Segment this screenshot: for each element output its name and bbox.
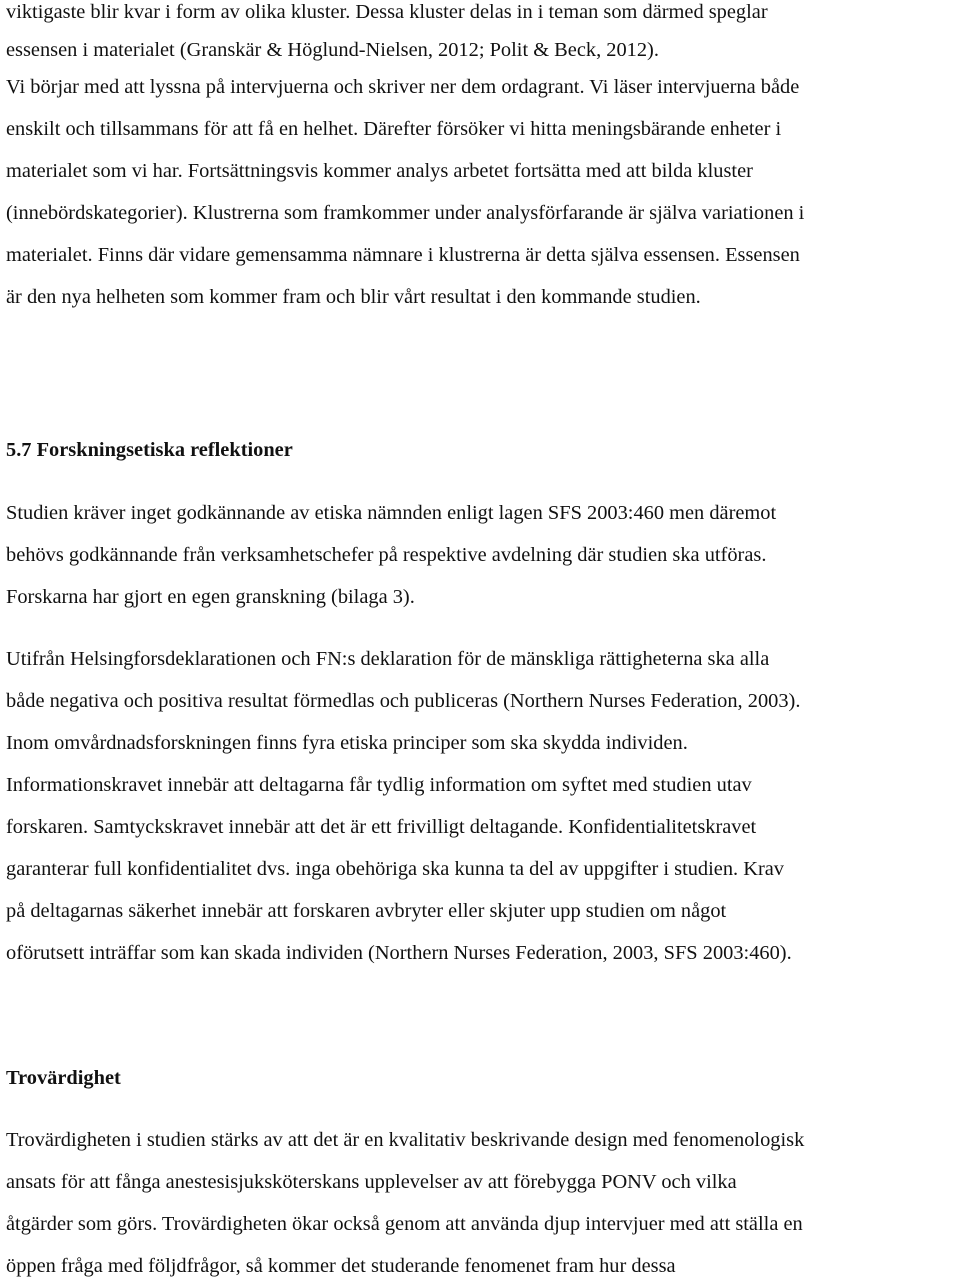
text-line: materialet som vi har. Fortsättningsvis kommer analys arbetet fortsätta med att bilda kluster (6, 160, 753, 182)
text-line: Utifrån Helsingforsdeklarationen och FN:s deklaration för de mänskliga rättigheterna ska alla (6, 648, 770, 670)
text-line: Forskarna har gjort en egen granskning (bilaga 3). (6, 586, 415, 608)
text-line: ansats för att fånga anestesisjuksköterskans upplevelser av att förebygga PONV och vilka (6, 1171, 737, 1193)
text-line: öppen fråga med följdfrågor, så kommer det studerande fenomenet fram hur dessa (6, 1255, 676, 1277)
text-line: (innebördskategorier). Klustrerna som framkommer under analysförfarande är själva variationen i (6, 202, 805, 224)
text-line: oförutsett inträffar som kan skada individen (Northern Nurses Federation, 2003, SFS 2003:460). (6, 942, 792, 964)
document-page (6, 0, 960, 1280)
text-line: är den nya helheten som kommer fram och blir vårt resultat i den kommande studien. (6, 286, 701, 308)
text-line: forskaren. Samtyckskravet innebär att det är ett frivilligt deltagande. Konfidentialitetskravet (6, 816, 757, 838)
section-heading: Trovärdighet (6, 1067, 121, 1089)
text-line: viktigaste blir kvar i form av olika kluster. Dessa kluster delas in i teman som därmed speglar (6, 1, 768, 23)
text-line: enskilt och tillsammans för att få en helhet. Därefter försöker vi hitta meningsbärande enheter i (6, 118, 782, 140)
text-line: garanterar full konfidentialitet dvs. inga obehöriga ska kunna ta del av uppgifter i studien. Krav (6, 858, 785, 880)
text-line: Trovärdigheten i studien stärks av att det är en kvalitativ beskrivande design med fenomenologisk (6, 1129, 805, 1151)
text-line: Studien kräver inget godkännande av etiska nämnden enligt lagen SFS 2003:460 men däremot (6, 502, 777, 524)
text-line: behövs godkännande från verksamhetschefer på respektive avdelning där studien ska utföras. (6, 544, 767, 566)
text-line: Inom omvårdnadsforskningen finns fyra etiska principer som ska skydda individen. (6, 732, 688, 754)
text-line: essensen i materialet (Granskär & Höglund-Nielsen, 2012; Polit & Beck, 2012). (6, 39, 659, 61)
section-heading: 5.7 Forskningsetiska reflektioner (6, 439, 293, 461)
text-line: åtgärder som görs. Trovärdigheten ökar också genom att använda djup intervjuer med att ställa en (6, 1213, 803, 1235)
text-line: Vi börjar med att lyssna på intervjuerna och skriver ner dem ordagrant. Vi läser intervjuerna både (6, 76, 800, 98)
text-line: Informationskravet innebär att deltagarna får tydlig information om syftet med studien utav (6, 774, 752, 796)
text-line: på deltagarnas säkerhet innebär att forskaren avbryter eller skjuter upp studien om något (6, 900, 727, 922)
text-line: både negativa och positiva resultat förmedlas och publiceras (Northern Nurses Federation, 2003). (6, 690, 801, 712)
text-line: materialet. Finns där vidare gemensamma nämnare i klustrerna är detta själva essensen. Essensen (6, 244, 800, 266)
